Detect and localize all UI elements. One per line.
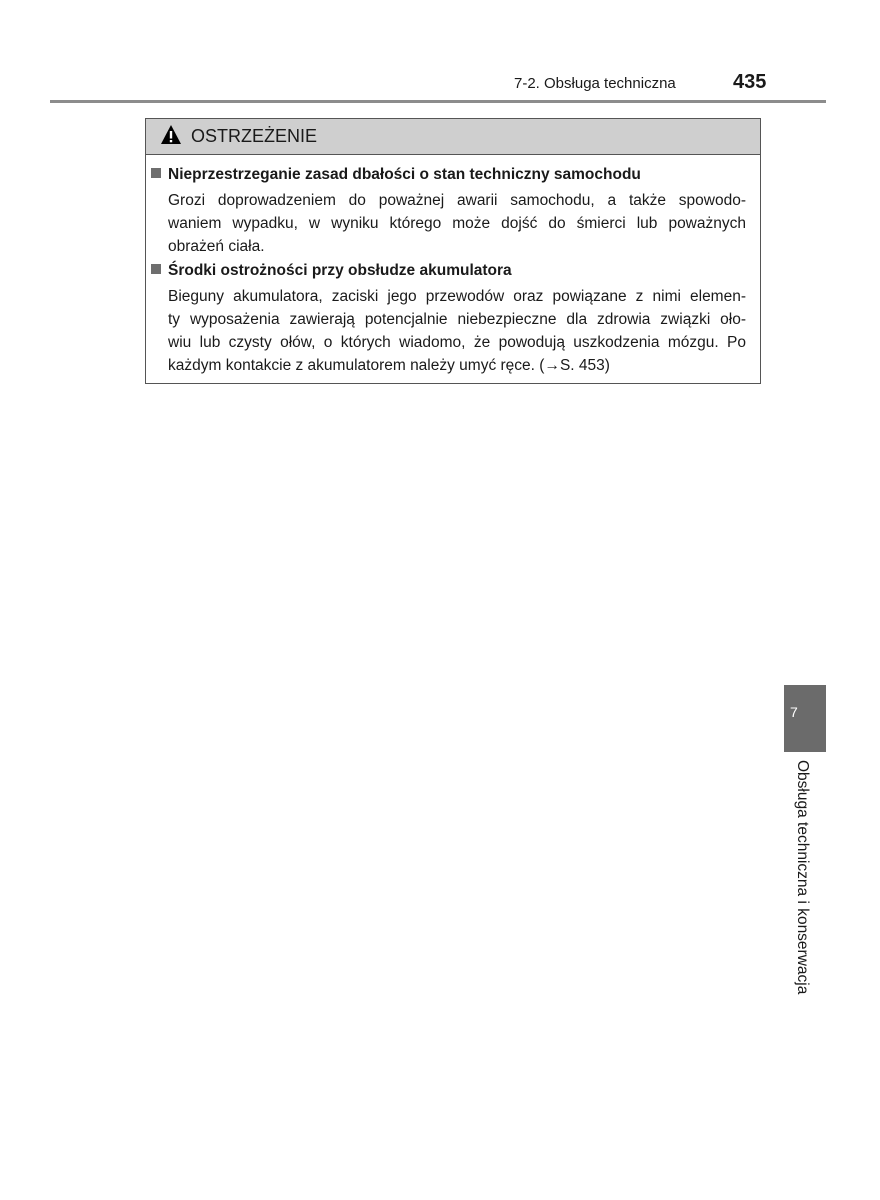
body-line: Bieguny akumulatora, zaciski jego przewodów oraz powiązane z nimi elemen- [168,288,746,305]
page-number: 435 [733,71,767,93]
chapter-tab [784,685,826,752]
section-body-maintenance [168,189,746,258]
section-heading-text: Środki ostrożności przy obsłudze akumulatora [168,262,512,279]
warning-title: OSTRZEŻENIE [191,126,318,146]
chapter-number: 7 [790,704,798,720]
section-heading-text: Nieprzestrzeganie zasad dbałości o stan techniczny samochodu [168,166,641,183]
body-line: Grozi doprowadzeniem do poważnej awarii samochodu, a także spowodo- [168,192,746,209]
square-bullet-icon [151,264,161,274]
header-divider [50,100,826,103]
section-heading-battery [151,261,512,281]
body-line: wiu lub czysty ołów, o których wiadomo, że powodują uszkodzenia mózgu. Po [168,334,746,351]
body-line: każdym kontakcie z akumulatorem należy umyć ręce. (→S. 453) [168,357,610,374]
body-line: waniem wypadku, w wyniku którego może dojść do śmierci lub poważnych [168,215,746,232]
chapter-title-vertical: Obsługa techniczna i konserwacja [794,760,811,995]
section-heading-maintenance [151,165,641,185]
body-line: obrażeń ciała. [168,238,265,255]
square-bullet-icon [151,168,161,178]
running-header-section: 7-2. Obsługa techniczna [514,75,676,92]
body-line: ty wyposażenia zawierają potencjalnie niebezpieczne dla zdrowia związki oło- [168,311,746,328]
warning-box [145,118,761,384]
warning-triangle-icon [160,124,182,146]
section-body-battery [168,285,746,377]
warning-header [146,119,760,155]
